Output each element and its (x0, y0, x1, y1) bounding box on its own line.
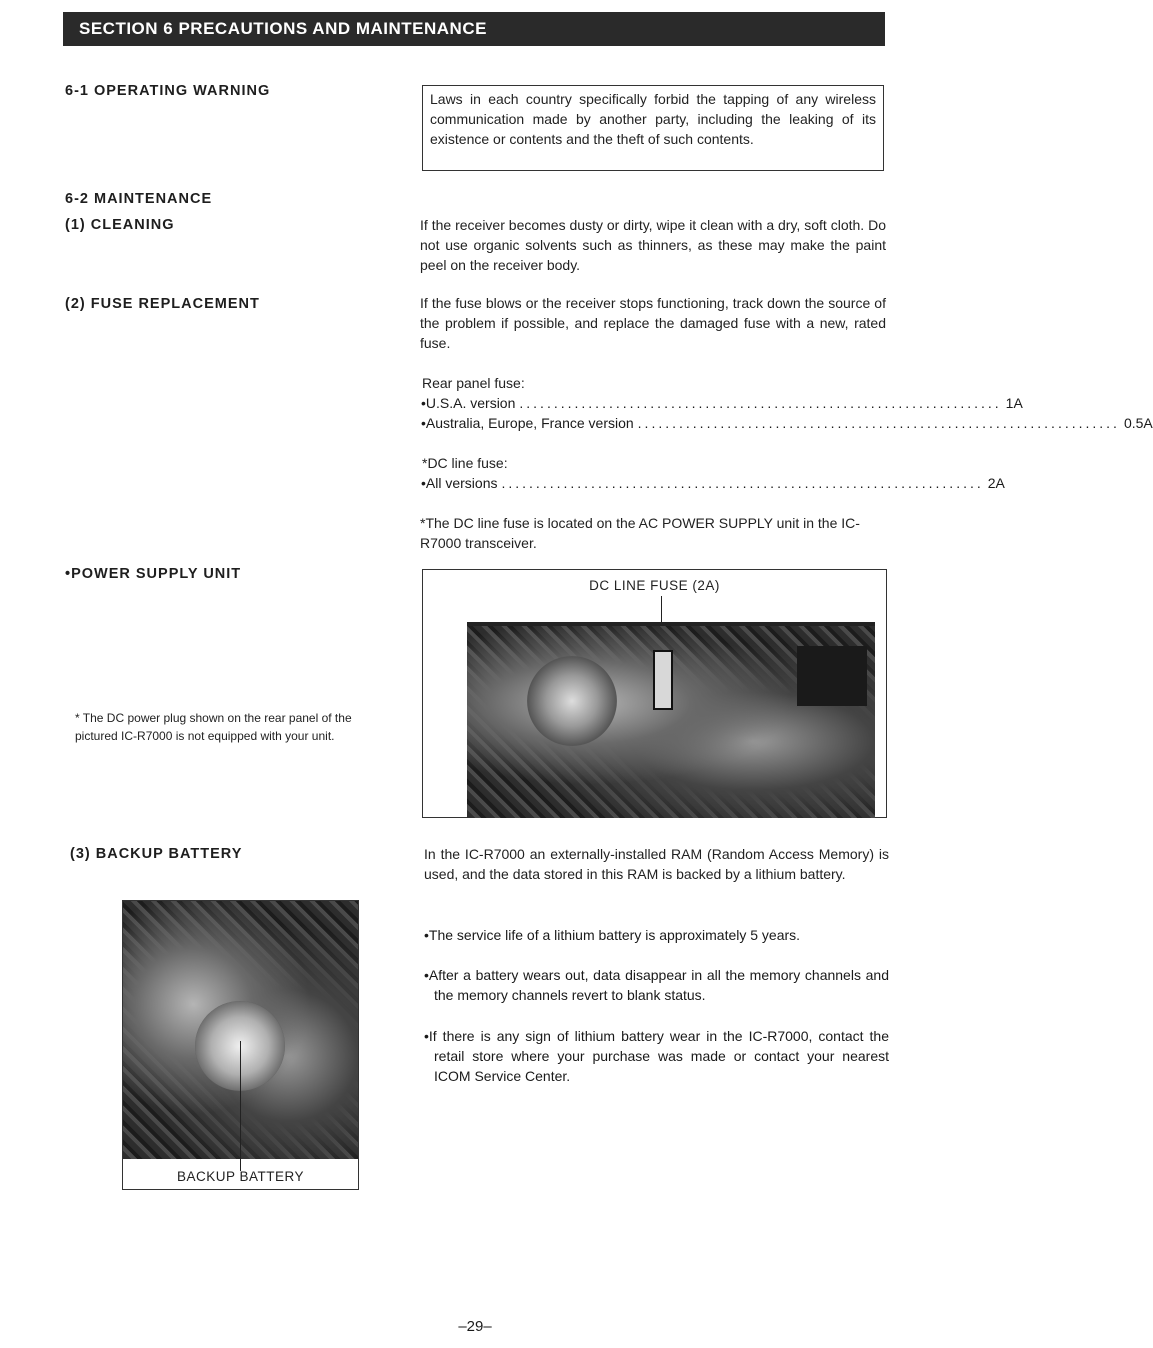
leader-dots: ...................................................................... (519, 395, 1002, 411)
dc-line-fuse-label: DC LINE FUSE (2A) (589, 578, 720, 593)
dc-line-fuse-list (421, 473, 1005, 493)
fuse-spec-label: •All versions (421, 475, 498, 491)
rear-panel-fuse-list (421, 393, 1153, 433)
fuse-spec-row (421, 413, 1153, 433)
fuse-spec-value: 0.5A (1123, 415, 1153, 431)
fuse-spec-label: •U.S.A. version (421, 395, 516, 411)
fuse-replacement-heading: (2) FUSE REPLACEMENT (65, 296, 260, 312)
power-plug-note: * The DC power plug shown on the rear panel of the pictured IC-R7000 is not equipped with your unit. (75, 711, 352, 743)
backup-battery-text: In the IC-R7000 an externally-installed RAM (Random Access Memory) is used, and the data stored in this RAM is backed by a lithium battery. (424, 846, 889, 882)
fuse-holder-shape (653, 650, 673, 710)
backup-battery-figure (122, 900, 359, 1190)
backup-battery-label: BACKUP BATTERY (176, 1169, 305, 1184)
battery-bullet: •If there is any sign of lithium battery wear in the IC-R7000, contact the retail store where your purchase was made or contact your nearest ICOM Service Center. (424, 1028, 889, 1084)
operating-warning-box (422, 85, 884, 171)
leader-dots: ...................................................................... (637, 415, 1120, 431)
section-banner: SECTION 6 PRECAUTIONS AND MAINTENANCE (63, 12, 885, 46)
leader-dots: ...................................................................... (501, 475, 984, 491)
cleaning-heading: (1) CLEANING (65, 217, 175, 233)
power-supply-figure (422, 569, 887, 818)
fuse-spec-label: •Australia, Europe, France version (421, 415, 634, 431)
page-number: –29– (458, 1318, 492, 1335)
maintenance-heading: 6-2 MAINTENANCE (65, 191, 213, 207)
rear-panel-fuse-title: Rear panel fuse: (422, 375, 525, 391)
cleaning-text: If the receiver becomes dusty or dirty, wipe it clean with a dry, soft cloth. Do not use organic solvents such as thinners, as these may make the paint peel on the receiver body. (420, 217, 886, 273)
dc-line-fuse-title: *DC line fuse: (422, 455, 508, 471)
transformer-shape (527, 656, 617, 746)
fuse-spec-value: 1A (1005, 395, 1023, 411)
fuse-replacement-text: If the fuse blows or the receiver stops functioning, track down the source of the problem if possible, and replace the damaged fuse with a new, rated fuse. (420, 295, 886, 351)
dark-component-shape (797, 646, 867, 706)
dc-line-fuse-note: *The DC line fuse is located on the AC POWER SUPPLY unit in the IC-R7000 transceiver. (420, 515, 860, 551)
backup-battery-heading: (3) BACKUP BATTERY (70, 846, 243, 862)
battery-bullet: •The service life of a lithium battery is approximately 5 years. (424, 927, 801, 943)
callout-line (240, 1041, 241, 1171)
operating-warning-text: Laws in each country specifically forbid the tapping of any wireless communication made by another party, including the leaking of its existence or contents and the theft of such contents. (430, 91, 876, 147)
fuse-spec-value: 2A (987, 475, 1005, 491)
fuse-spec-row (421, 473, 1005, 493)
power-supply-photo (467, 626, 875, 818)
operating-warning-heading: 6-1 OPERATING WARNING (65, 83, 271, 99)
fuse-spec-row (421, 393, 1023, 413)
battery-bullet: •After a battery wears out, data disappear in all the memory channels and the memory channels revert to blank status. (424, 967, 889, 1003)
power-supply-heading: •POWER SUPPLY UNIT (65, 566, 242, 582)
